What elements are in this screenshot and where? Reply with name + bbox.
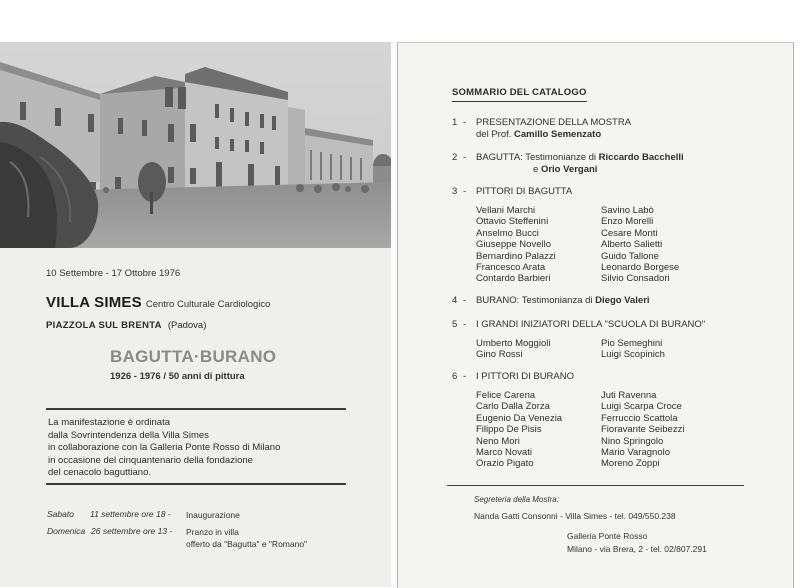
artist-name: Savino Labò (601, 205, 654, 216)
section-heading: BAGUTTA: Testimonianze di (476, 152, 597, 163)
artist-name: Ferruccio Scattola (601, 412, 678, 424)
schedule-time: 26 settembre ore 13 - (91, 526, 173, 536)
artist-name: Moreno Zoppi (601, 458, 660, 470)
venue-town (46, 320, 206, 331)
author-name: Orio Vergani (540, 164, 598, 175)
artist-name: Orazio Pigato (476, 458, 534, 470)
artist-name: Pio Semeghini (601, 338, 663, 349)
artist-list-column-2 (601, 390, 684, 470)
artist-name: Luigi Scarpa Croce (601, 401, 682, 413)
author-prefix: del Prof. (476, 129, 512, 140)
section-dash: - (463, 295, 467, 306)
artist-name: Mario Varagnolo (601, 447, 671, 459)
artist-name: Giuseppe Novello (476, 239, 551, 251)
organization-line: del cenacolo baguttiano. (48, 467, 151, 479)
artist-name: Cesare Monti (601, 227, 658, 239)
secretariat-label: Segreteria della Mostra: (474, 495, 559, 504)
catalog-section-2 (452, 152, 684, 175)
organization-line: in occasione del cinquantenario della fondazione (48, 454, 253, 466)
artist-name: Ottavio Steffenini (476, 216, 549, 228)
artist-name: Eugenio Da Venezia (476, 412, 563, 424)
artist-name: Guido Tallone (601, 250, 659, 262)
section-heading: I GRANDI INIZIATORI DELLA "SCUOLA DI BURANO" (476, 319, 706, 330)
artist-name: Alberto Salietti (601, 239, 663, 251)
author-name: Camillo Semenzato (514, 129, 602, 140)
venue-name-text: VILLA SIMES (46, 294, 142, 311)
exhibition-title: BAGUTTA·BURANO (110, 347, 277, 366)
artist-name: Neno Mori (476, 435, 520, 447)
province: (Padova) (167, 320, 207, 331)
exhibition-dates: 10 Settembre - 17 Ottobre 1976 (46, 268, 181, 279)
catalog-section-5 (452, 319, 705, 330)
section-number: 3 (452, 186, 458, 197)
exhibition-subtitle: 1926 - 1976 / 50 anni di pittura (110, 371, 245, 382)
section-author (476, 129, 601, 140)
section-author (533, 164, 597, 175)
divider-bottom (46, 483, 346, 485)
artist-name: Carlo Dalla Zorza (476, 401, 550, 413)
artist-name: Luigi Scopinich (601, 349, 665, 361)
artist-list-column-1 (476, 390, 562, 470)
artist-name: Enzo Morelli (601, 216, 654, 228)
section-heading-author: Diego Valeri (595, 295, 650, 306)
artist-list-column-2 (601, 205, 679, 285)
gallery-address: Milano - via Brera, 2 - tel. 02/807.291 (567, 544, 707, 554)
left-page (0, 42, 392, 587)
section-number: 1 (452, 117, 458, 128)
catalog-section-6 (452, 371, 574, 382)
venue-name (46, 294, 270, 311)
section-number: 4 (452, 295, 458, 306)
section-dash: - (463, 319, 467, 330)
gallery-name: Galleria Ponte Rosso (567, 531, 648, 541)
artist-name: Francesco Arata (476, 262, 546, 274)
section-number: 5 (452, 319, 458, 330)
artist-name: Contardo Barbieri (476, 273, 551, 285)
artist-name: Bernardino Palazzi (476, 250, 556, 262)
artist-name: Silvio Consadori (601, 273, 670, 285)
organization-line: in collaborazione con la Galleria Ponte Rosso di Milano (48, 442, 281, 454)
artist-name: Gino Rossi (476, 349, 523, 361)
artist-name: Felice Carena (476, 390, 536, 401)
catalog-section-1 (452, 117, 632, 140)
artist-name: Juti Ravenna (601, 390, 657, 401)
artist-name: Anselmo Bucci (476, 227, 539, 239)
section-dash: - (463, 371, 467, 382)
schedule-day: Domenica (47, 526, 86, 536)
organization-note (48, 417, 280, 480)
section-heading: PITTORI DI BAGUTTA (476, 186, 573, 197)
artist-list-column-2 (601, 338, 665, 361)
artist-list-column-1 (476, 205, 556, 285)
artist-name: Marco Novati (476, 447, 532, 459)
organization-line: La manifestazione è ordinata (48, 417, 170, 428)
section-dash: - (463, 152, 467, 163)
schedule-event-line: Pranzo in villa (186, 527, 239, 537)
catalog-section-4 (452, 295, 650, 306)
section-number: 6 (452, 371, 458, 382)
venue-subtitle: Centro Culturale Cardiologico (145, 299, 271, 310)
catalog-section-3 (452, 186, 572, 197)
artist-name: Fioravante Seibezzi (601, 424, 685, 436)
contact-gallery (567, 530, 707, 556)
schedule-day: Sabato (47, 509, 74, 519)
schedule-event-line: offerto da "Bagutta" e "Romano" (186, 539, 308, 549)
author-prefix: e (533, 164, 539, 175)
catalog-summary-title: SOMMARIO DEL CATALOGO (452, 87, 587, 102)
artist-name: Umberto Moggioli (476, 338, 551, 349)
schedule-event (186, 526, 307, 550)
divider-secretariat (447, 485, 744, 486)
artist-name: Leonardo Borgese (601, 262, 680, 274)
section-dash: - (463, 117, 467, 128)
divider-top (46, 408, 346, 410)
artist-name: Vellani Marchi (476, 205, 536, 216)
section-heading: BURANO: Testimonianza di (476, 295, 593, 306)
section-number: 2 (452, 152, 458, 163)
schedule-event: Inaugurazione (186, 510, 240, 520)
organization-line: dalla Sovrintendenza della Villa Simes (48, 429, 209, 441)
artist-name: Nino Springolo (601, 435, 664, 447)
artist-list-column-1 (476, 338, 550, 361)
town-name: PIAZZOLA SUL BRENTA (46, 320, 162, 331)
section-heading-author: Riccardo Bacchelli (598, 152, 684, 163)
section-heading: PRESENTAZIONE DELLA MOSTRA (476, 117, 632, 128)
artist-name: Filippo De Pisis (476, 424, 542, 436)
section-dash: - (463, 186, 467, 197)
contact-villa: Nanda Gatti Consonni - Villa Simes - tel. 049/550.238 (474, 511, 676, 521)
schedule-time: 11 settembre ore 18 - (90, 509, 171, 519)
right-page (397, 42, 794, 588)
section-heading: I PITTORI DI BURANO (476, 371, 575, 382)
villa-photo (0, 42, 391, 248)
